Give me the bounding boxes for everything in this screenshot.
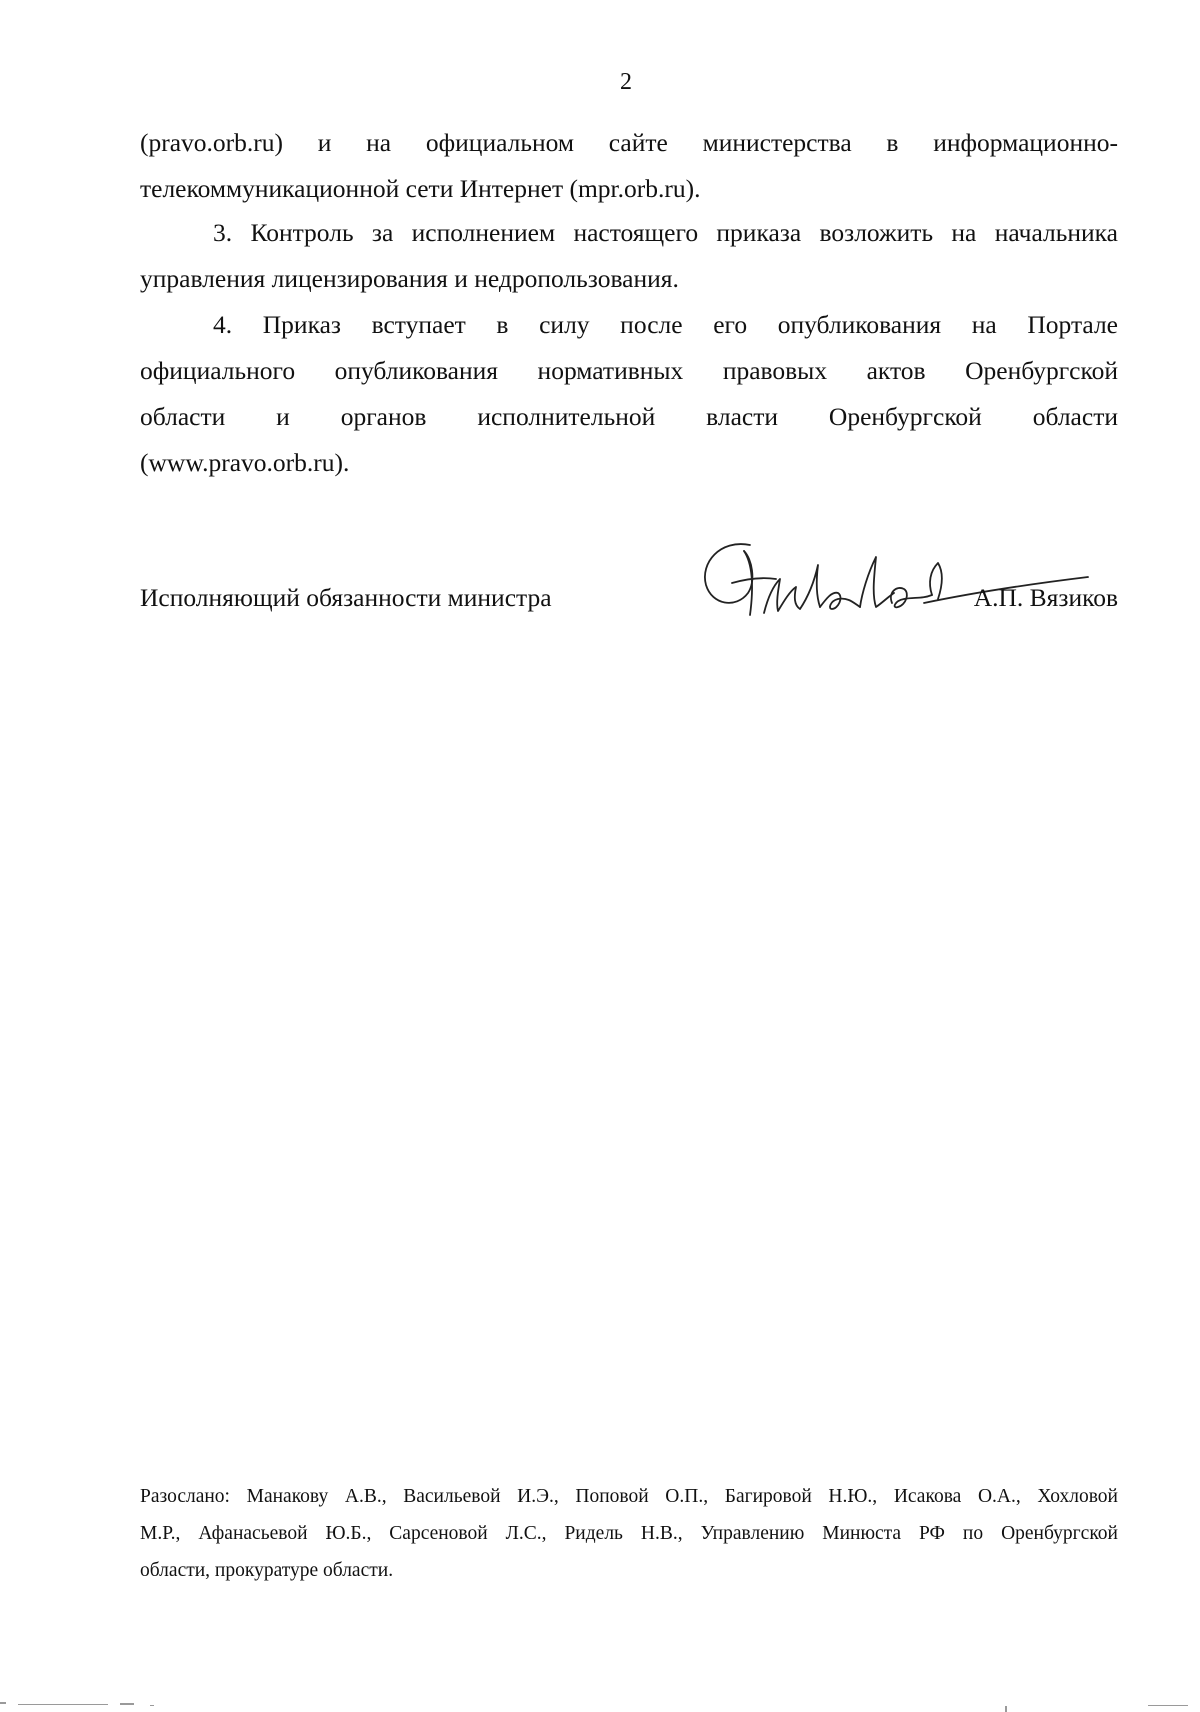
signer-name: А.П. Вязиков xyxy=(973,583,1118,612)
signature-block xyxy=(140,573,1118,633)
scan-edge-artifact xyxy=(0,1696,1200,1712)
paragraph-line: области и органов исполнительной власти Оренбургской области xyxy=(140,402,1118,431)
page-number: 2 xyxy=(620,69,632,95)
paragraph-line: (pravo.orb.ru) и на официальном сайте министерства в информационно- xyxy=(140,128,1118,157)
distribution-list xyxy=(140,1478,1118,1589)
paragraph-line: телекоммуникационной сети Интернет (mpr.orb.ru). xyxy=(140,174,701,203)
signer-title: Исполняющий обязанности министра xyxy=(140,583,552,612)
distribution-line: М.Р., Афанасьевой Ю.Б., Сарсеновой Л.С., Ридель Н.В., Управлению Минюста РФ по Оренбургской xyxy=(140,1523,1118,1544)
paragraph-line: (www.pravo.orb.ru). xyxy=(140,448,350,477)
paragraph-line: 4. Приказ вступает в силу после его опубликования на Портале xyxy=(213,310,1118,339)
paragraph-line: управления лицензирования и недропользования. xyxy=(140,264,679,293)
distribution-line: области, прокуратуре области. xyxy=(140,1560,394,1581)
paragraph-line: официального опубликования нормативных правовых актов Оренбургской xyxy=(140,356,1118,385)
paragraph-effective-clause xyxy=(140,302,1118,486)
paragraph-line: 3. Контроль за исполнением настоящего приказа возложить на начальника xyxy=(213,218,1118,247)
paragraph-control-clause xyxy=(140,210,1118,302)
distribution-line: Разослано: Манакову А.В., Васильевой И.Э., Поповой О.П., Багировой Н.Ю., Исакова О.А., Хохловой xyxy=(140,1486,1118,1507)
paragraph-publication-sites xyxy=(140,120,1118,212)
